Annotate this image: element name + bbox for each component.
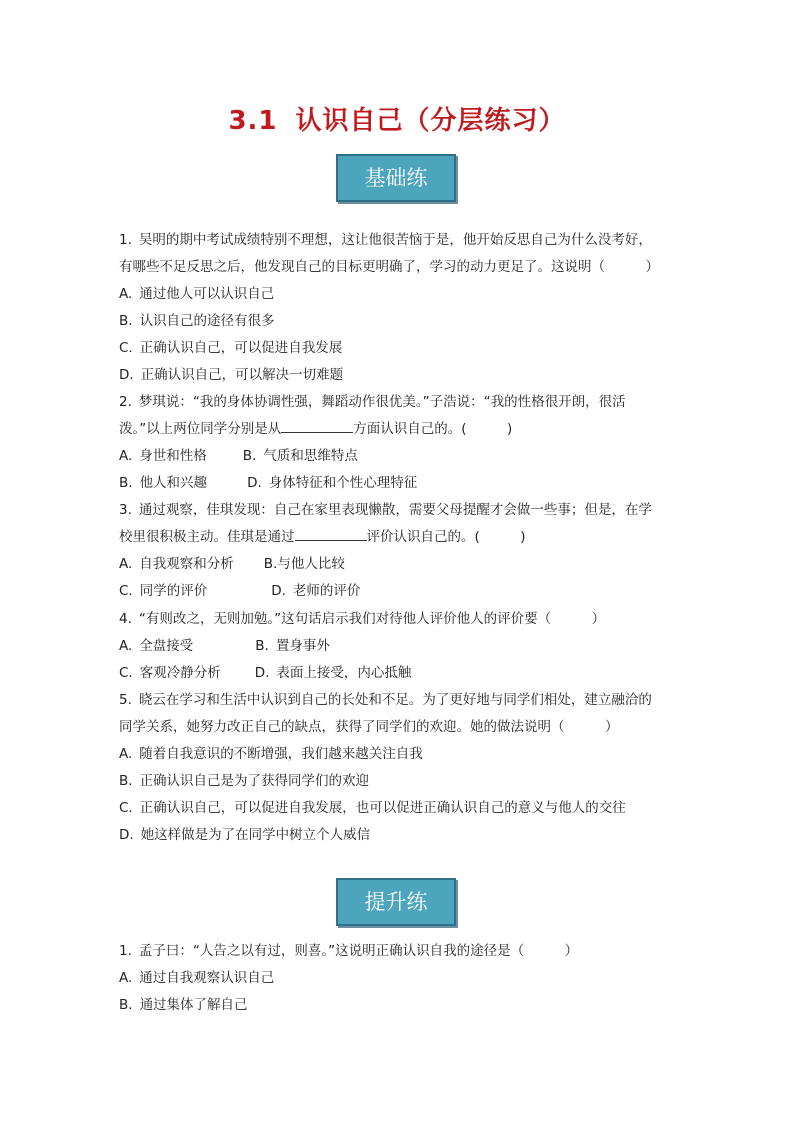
question-text: 通过观察，佳琪发现：自己在家里表现懒散，需要父母提醒才会做一些事；但是，在学 (138, 502, 652, 518)
question-number: 1. (119, 232, 132, 248)
question-2-line-2 (119, 417, 512, 437)
option-label: B. (119, 475, 133, 491)
option-text: 正确认识自己，可以促进自我发展 (139, 340, 343, 356)
question-number: 4. (119, 611, 132, 627)
question-5-option-b (119, 769, 369, 789)
title-number: 3.1 (228, 106, 278, 136)
question-number: 2. (119, 394, 132, 410)
option-text: 随着自我意识的不断增强，我们越来越关注自我 (139, 746, 423, 762)
option-text: 与他人比较 (277, 556, 345, 572)
advanced-question-1-line-1 (119, 939, 578, 959)
option-label: B. (119, 313, 133, 329)
option-text: 身世和性格 (139, 448, 207, 464)
option-text: 正确认识自己，可以解决一切难题 (140, 367, 344, 383)
question-1-option-d (119, 363, 343, 383)
option-label: C. (119, 340, 133, 356)
question-text: “有则改之，无则加勉。”这句话启示我们对待他人评价他人的评价要（ ） (138, 611, 606, 627)
option-label: A. (119, 556, 133, 572)
option-label: B. (263, 556, 278, 572)
option-label: A. (119, 448, 133, 464)
question-3-line-2 (119, 525, 526, 545)
option-text: 客观冷静分析 (139, 665, 221, 681)
question-text: 吴明的期中考试成绩特别不理想，这让他很苦恼于是，他开始反思自己为什么没考好， (138, 232, 652, 248)
option-text: 他人和兴趣 (139, 475, 208, 491)
option-text: 表面上接受，内心抵触 (276, 665, 412, 681)
option-text: 认识自己的途径有很多 (139, 313, 275, 329)
option-text: 正确认识自己是为了获得同学们的欢迎 (139, 773, 370, 789)
question-text: 方面认识自己的。( ) (353, 421, 513, 437)
question-text: 梦琪说：“我的身体协调性强，舞蹈动作很优美。”子浩说：“我的性格很开朗，很活 (138, 394, 626, 410)
question-text: 晓云在学习和生活中认识到自己的长处和不足。为了更好地与同学们相处，建立融洽的 (138, 692, 652, 708)
option-label: C. (119, 583, 133, 599)
option-label: A. (119, 970, 133, 986)
question-number: 5. (119, 692, 132, 708)
option-label: D. (119, 367, 134, 383)
question-1-option-a (119, 282, 274, 302)
option-label: A. (119, 638, 133, 654)
section-heading-basic: 基础练 (336, 154, 456, 202)
option-label: A. (119, 746, 133, 762)
option-label: B. (255, 638, 269, 654)
question-1-line-2: 有哪些不足反思之后，他发现自己的目标更明确了，学习的动力更足了。这说明（ ） (119, 259, 659, 275)
option-text: 自我观察和分析 (139, 556, 234, 572)
option-label: B. (119, 773, 133, 789)
option-text: 通过集体了解自己 (139, 997, 248, 1013)
option-text: 身体特征和个性心理特征 (268, 475, 418, 491)
option-text: 老师的评价 (292, 583, 361, 599)
option-text: 通过他人可以认识自己 (139, 286, 275, 302)
option-text: 全盘接受 (139, 638, 194, 654)
question-text: 泼。”以上两位同学分别是从 (119, 421, 282, 437)
question-1-line-1 (119, 228, 652, 248)
option-text: 置身事外 (275, 638, 330, 654)
option-text: 通过自我观察认识自己 (139, 970, 275, 986)
question-4-options-cd (119, 661, 411, 681)
option-label: D. (119, 827, 134, 843)
question-2-options-ab (119, 444, 358, 464)
answer-blank (295, 528, 367, 541)
question-5-option-d (119, 823, 370, 843)
option-label: D. (254, 665, 270, 681)
question-1-option-b (119, 309, 275, 329)
option-label: C. (119, 665, 133, 681)
section-heading-advanced: 提升练 (336, 878, 456, 926)
question-5-option-a (119, 742, 423, 762)
question-text: 校里很积极主动。佳琪是通过 (119, 529, 295, 545)
option-text: 气质和思维特点 (263, 448, 358, 464)
question-text: 孟子曰：“人告之以有过，则喜。”这说明正确认识自我的途径是（ ） (138, 943, 579, 959)
question-1-option-c (119, 336, 342, 356)
question-text: 评价认识自己的。( ) (366, 529, 526, 545)
advanced-question-1-option-a (119, 966, 274, 986)
option-text: 同学的评价 (139, 583, 208, 599)
question-number: 3. (119, 502, 132, 518)
question-5-option-c (119, 796, 626, 816)
option-label: B. (242, 448, 257, 464)
question-3-options-cd (119, 579, 360, 599)
option-label: C. (119, 800, 133, 816)
question-3-options-ab (119, 552, 345, 572)
question-2-options-cd (119, 471, 417, 491)
question-3-line-1 (119, 498, 652, 518)
option-label: D. (271, 583, 286, 599)
question-5-line-1 (119, 688, 652, 708)
option-text: 正确认识自己，可以促进自我发展，也可以促进正确认识自己的意义与他人的交往 (139, 800, 626, 816)
advanced-question-1-option-b (119, 993, 248, 1013)
question-number: 1. (119, 943, 132, 959)
question-4-options-ab (119, 634, 330, 654)
option-label: A. (119, 286, 133, 302)
option-label: B. (119, 997, 133, 1013)
question-2-line-1 (119, 390, 626, 410)
question-4-line-1 (119, 607, 605, 627)
option-label: D. (247, 475, 262, 491)
page-title (0, 100, 794, 137)
title-text: 认识自己（分层练习） (295, 106, 566, 136)
option-text: 她这样做是为了在同学中树立个人威信 (140, 827, 371, 843)
question-5-line-2: 同学关系，她努力改正自己的缺点，获得了同学们的欢迎。她的做法说明（ ） (119, 719, 619, 735)
answer-blank (281, 420, 353, 433)
